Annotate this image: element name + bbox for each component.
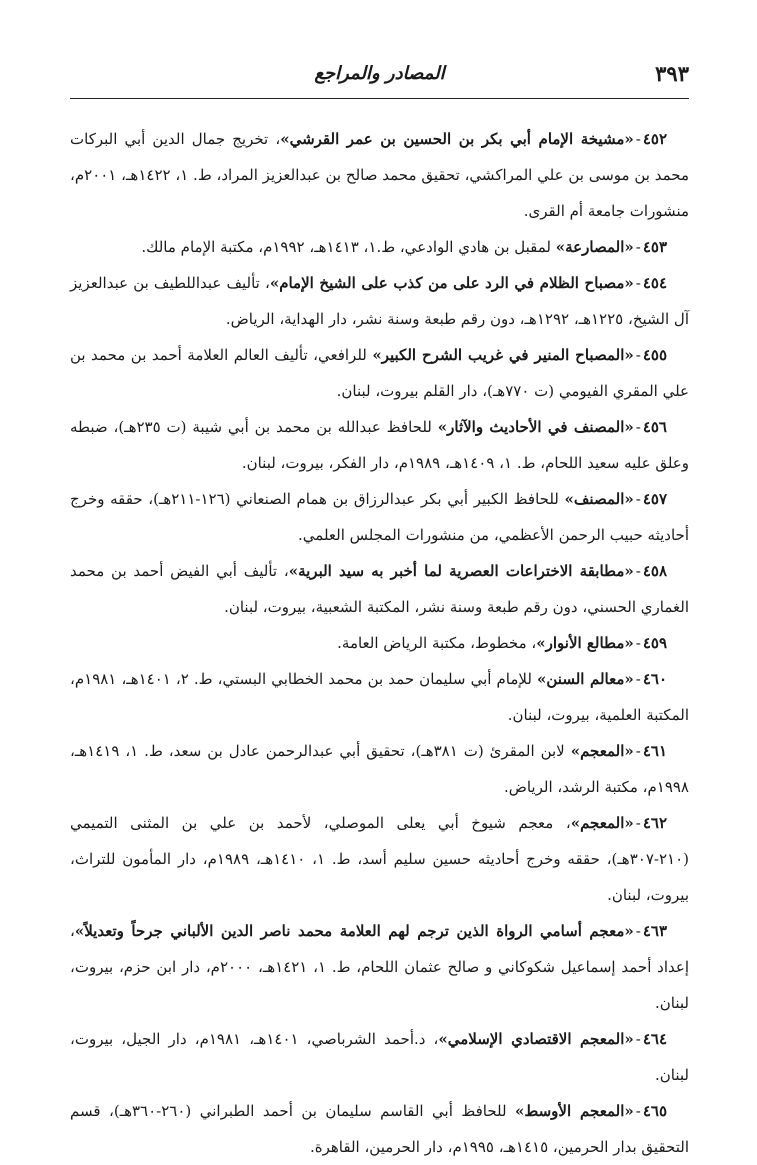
bibliography-entry: ٤٥٦-«المصنف في الأحاديث والآثار» للحافظ عبدالله بن محمد بن أبي شيبة (ت ٢٣٥هـ)، ضبطه وعلق عليه سعيد اللحام، ط. ١، ١٤٠٩هـ، ١٩٨٩م، دار الفكر، بيروت، لبنان. (70, 418, 689, 472)
bibliography-entry: ٤٦٥-«المعجم الأوسط» للحافظ أبي القاسم سليمان بن أحمد الطبراني (٢٦٠-٣٦٠هـ)، قسم التحقيق بدار الحرمين، ١٤١٥هـ، ١٩٩٥م، دار الحرمين، القاهرة. (70, 1102, 689, 1156)
bibliography-list (70, 121, 689, 1165)
bibliography-entry: ٤٥٩-«مطالع الأنوار»، مخطوط، مكتبة الرياض العامة. (337, 634, 667, 652)
entry-number: ٤٥٥ (642, 346, 667, 364)
entry-number: ٤٦٢ (642, 814, 667, 832)
bibliography-entry: ٤٥٢-«مشيخة الإمام أبي بكر بن الحسين بن عمر القرشي»، تخريج جمال الدين أبي البركات محمد بن موسى بن علي المراكشي، تحقيق محمد صالح بن عبدالعزيز المراد، ط. ١، ١٤٢٢هـ، ٢٠٠١م، منشورات جامعة أم القرى. (70, 130, 690, 220)
entry-title: «مطابقة الاختراعات العصرية لما أخبر به سيد البرية» (288, 562, 634, 580)
entry-number: ٤٥٨ (642, 562, 668, 580)
entry-number: ٤٥٣ (642, 238, 667, 256)
page-number: ٣٩٣ (655, 61, 689, 86)
entry-details: ، د.أحمد الشرباصي، ١٤٠١هـ، ١٩٨١م، دار الجيل، بيروت، لبنان. (70, 1030, 689, 1084)
page-header (70, 55, 689, 99)
entry-title: «المعجم الاقتصادي الإسلامي» (438, 1030, 634, 1048)
entry-details: للرافعي، تأليف العالم العلامة أحمد بن محمد بن علي المقري الفيومي (ت ٧٧٠هـ)، دار القلم بيروت، لبنان. (70, 346, 689, 400)
entry-details: ، تأليف أبي الفيض أحمد بن محمد الغماري الحسني، دون رقم طبعة وسنة نشر، المكتبة الشعبية، بيروت، لبنان. (70, 562, 689, 616)
bibliography-entry: ٤٥٨-«مطابقة الاختراعات العصرية لما أخبر به سيد البرية»، تأليف أبي الفيض أحمد بن محمد الغماري الحسني، دون رقم طبعة وسنة نشر، المكتبة الشعبية، بيروت، لبنان. (70, 562, 689, 616)
entry-title: «المصنف» (564, 490, 634, 508)
entry-details: للحافظ عبدالله بن محمد بن أبي شيبة (ت ٢٣٥هـ)، ضبطه وعلق عليه سعيد اللحام، ط. ١، ١٤٠٩هـ، ١٩٨٩م، دار الفكر، بيروت، لبنان. (70, 418, 689, 472)
entry-number: ٤٦٤ (642, 1030, 667, 1048)
entry-number: ٤٥٦ (642, 418, 667, 436)
bibliography-entry: ٤٦٢-«المعجم»، معجم شيوخ أبي يعلى الموصلي، لأحمد بن علي بن المثنى التميمي (٢١٠-٣٠٧هـ)، حققه وخرج أحاديثه حسين سليم أسد، ط. ١، ١٤١٠هـ، ١٩٨٩م، دار المأمون للتراث، بيروت، لبنان. (70, 814, 689, 904)
bibliography-entry: ٤٥٧-«المصنف» للحافظ الكبير أبي بكر عبدالرزاق بن همام الصنعاني (١٢٦-٢١١هـ)، حققه وخرج أحاديثه حبيب الرحمن الأعظمي، من منشورات المجلس العلمي. (70, 490, 689, 544)
entry-details: ، معجم شيوخ أبي يعلى الموصلي، لأحمد بن علي بن المثنى التميمي (٢١٠-٣٠٧هـ)، حققه وخرج أحاديثه حسين سليم أسد، ط. ١، ١٤١٠هـ، ١٩٨٩م، دار المأمون للتراث، بيروت، لبنان. (70, 814, 689, 904)
entry-title: «مشيخة الإمام أبي بكر بن الحسين بن عمر القرشي» (280, 130, 634, 148)
entry-details: للحافظ الكبير أبي بكر عبدالرزاق بن همام الصنعاني (١٢٦-٢١١هـ)، حققه وخرج أحاديثه حبيب الرحمن الأعظمي، من منشورات المجلس العلمي. (70, 490, 689, 544)
entry-number: ٤٦٠ (642, 670, 667, 688)
header-rule (70, 98, 689, 99)
entry-number: ٤٥٩ (642, 634, 667, 652)
entry-title: «المصباح المنير في غريب الشرح الكبير» (372, 346, 634, 364)
bibliography-entry: ٤٥٣-«المصارعة» لمقبل بن هادي الوادعي، ط.١، ١٤١٣هـ، ١٩٩٢م، مكتبة الإمام مالك. (141, 238, 667, 256)
bibliography-entry: ٤٥٥-«المصباح المنير في غريب الشرح الكبير» للرافعي، تأليف العالم العلامة أحمد بن محمد بن علي المقري الفيومي (ت ٧٧٠هـ)، دار القلم بيروت، لبنان. (70, 346, 689, 400)
entry-title: «المعجم» (570, 814, 634, 832)
entry-number: ٤٦١ (642, 742, 667, 760)
entry-details: لابن المقرئ (ت ٣٨١هـ)، تحقيق أبي عبدالرحمن عادل بن سعد، ط. ١، ١٤١٩هـ، ١٩٩٨م، مكتبة الرشد، الرياض. (70, 742, 689, 796)
entry-details: ، إعداد أحمد إسماعيل شكوكاني و صالح عثمان اللحام، ط. ١، ١٤٢١هـ، ٢٠٠٠م، دار ابن حزم، بيروت، لبنان. (70, 922, 689, 1012)
running-title: المصادر والمراجع (314, 63, 445, 84)
entry-number: ٤٥٧ (642, 490, 667, 508)
bibliography-entry: ٤٦٤-«المعجم الاقتصادي الإسلامي»، د.أحمد الشرباصي، ١٤٠١هـ، ١٩٨١م، دار الجيل، بيروت، لبنان. (70, 1030, 689, 1084)
entry-title: «مصباح الظلام في الرد على من كذب على الشيخ الإمام» (269, 274, 634, 292)
bibliography-entry: ٤٥٤-«مصباح الظلام في الرد على من كذب على الشيخ الإمام»، تأليف عبداللطيف بن عبدالعزيز آل الشيخ، ١٢٢٥هـ، ١٢٩٢هـ، دون رقم طبعة وسنة نشر، دار الهداية، الرياض. (70, 274, 689, 328)
bibliography-entry: ٤٦٣-«معجم أسامي الرواة الذين ترجم لهم العلامة محمد ناصر الدين الألباني جرحاً وتعديلاً»، إعداد أحمد إسماعيل شكوكاني و صالح عثمان اللحام، ط. ١، ١٤٢١هـ، ٢٠٠٠م، دار ابن حزم، بيروت، لبنان. (70, 922, 689, 1012)
entry-details: ، تأليف عبداللطيف بن عبدالعزيز آل الشيخ، ١٢٢٥هـ، ١٢٩٢هـ، دون رقم طبعة وسنة نشر، دار الهداية، الرياض. (70, 274, 689, 328)
entry-details: للحافظ أبي القاسم سليمان بن أحمد الطبراني (٢٦٠-٣٦٠هـ)، قسم التحقيق بدار الحرمين، ١٤١٥هـ، ١٩٩٥م، دار الحرمين، القاهرة. (70, 1102, 689, 1156)
entry-details: لمقبل بن هادي الوادعي، ط.١، ١٤١٣هـ، ١٩٩٢م، مكتبة الإمام مالك. (141, 238, 556, 256)
entry-title: «معالم السنن» (537, 670, 634, 688)
entry-title: «المعجم الأوسط» (515, 1102, 634, 1120)
entry-title: «المصارعة» (555, 238, 634, 256)
entry-title: «المصنف في الأحاديث والآثار» (437, 418, 634, 436)
entry-details: ، مخطوط، مكتبة الرياض العامة. (337, 634, 537, 652)
entry-number: ٤٦٥ (642, 1102, 667, 1120)
entry-title: «معجم أسامي الرواة الذين ترجم لهم العلامة محمد ناصر الدين الألباني جرحاً وتعديلاً» (74, 922, 634, 940)
bibliography-entry: ٤٦١-«المعجم» لابن المقرئ (ت ٣٨١هـ)، تحقيق أبي عبدالرحمن عادل بن سعد، ط. ١، ١٤١٩هـ، ١٩٩٨م، مكتبة الرشد، الرياض. (70, 742, 689, 796)
entry-details: ، تخريج جمال الدين أبي البركات محمد بن موسى بن علي المراكشي، تحقيق محمد صالح بن عبدالعزيز المراد، ط. ١، ١٤٢٢هـ، ٢٠٠١م، منشورات جامعة أم القرى. (70, 130, 690, 220)
entry-title: «مطالع الأنوار» (536, 634, 634, 652)
bibliography-entry: ٤٦٠-«معالم السنن» للإمام أبي سليمان حمد بن محمد الخطابي البستي، ط. ٢، ١٤٠١هـ، ١٩٨١م، المكتبة العلمية، بيروت، لبنان. (70, 670, 689, 724)
entry-details: للإمام أبي سليمان حمد بن محمد الخطابي البستي، ط. ٢، ١٤٠١هـ، ١٩٨١م، المكتبة العلمية، بيروت، لبنان. (70, 670, 689, 724)
entry-number: ٤٥٢ (642, 130, 667, 148)
entry-title: «المعجم» (570, 742, 634, 760)
entry-number: ٤٥٤ (642, 274, 667, 292)
entry-number: ٤٦٣ (642, 922, 667, 940)
